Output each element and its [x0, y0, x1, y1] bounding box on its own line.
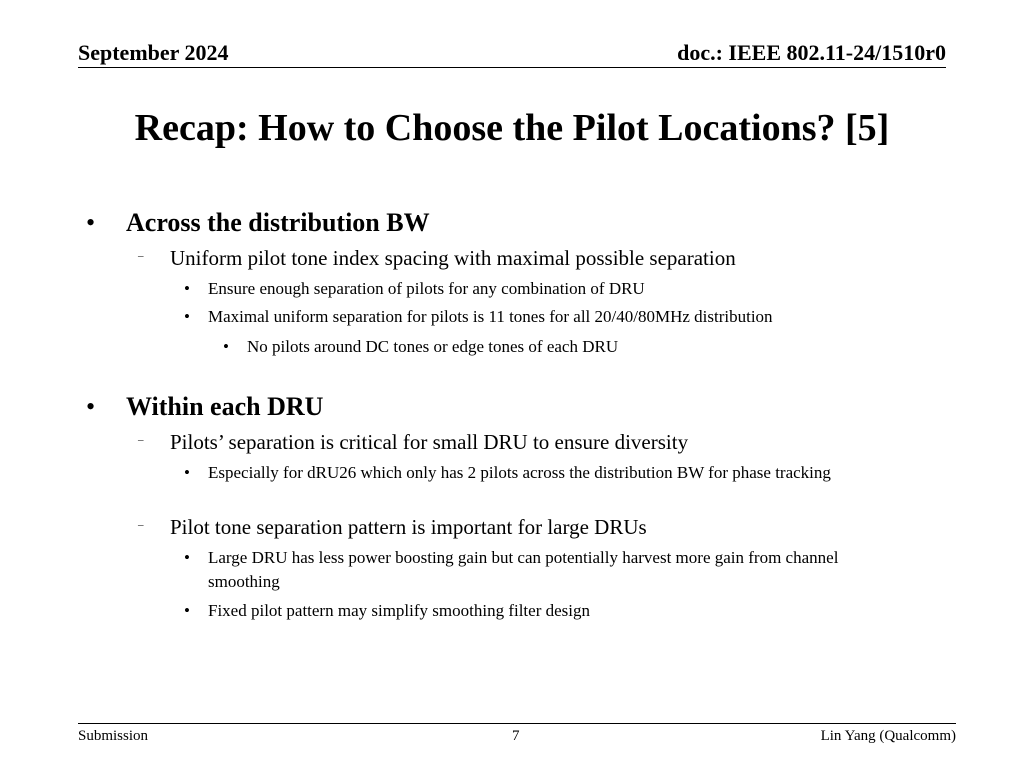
sub-sub-bullet-text: Maximal uniform separation for pilots is 11 tones for all 20/40/80MHz distribution [208, 307, 773, 326]
sub-sub-bullet-maximal-separation [184, 305, 908, 329]
bullet-within-each-dru [86, 392, 324, 422]
sub-sub-bullet-text: Ensure enough separation of pilots for any combination of DRU [208, 279, 645, 298]
sub-bullet-uniform-spacing [138, 246, 736, 271]
bullet-marker: • [86, 392, 96, 421]
level4-bullet-marker: • [223, 337, 229, 356]
sub-bullet-marker: – [138, 250, 144, 262]
sub-sub-bullet-text: Large DRU has less power boosting gain but can potentially harvest more gain from channel smoothing [208, 548, 839, 591]
sub-sub-bullet-marker: • [184, 601, 190, 620]
sub-sub-bullet-marker: • [184, 279, 190, 298]
bullet-across-distribution-bw [86, 208, 430, 238]
slide-title: Recap: How to Choose the Pilot Locations? [5] [134, 107, 890, 149]
sub-bullet-text: Pilot tone separation pattern is important for large DRUs [170, 515, 647, 539]
sub-sub-bullet-large-dru [184, 546, 898, 594]
sub-sub-bullet-enough-separation [184, 277, 908, 301]
sub-bullet-text: Pilots’ separation is critical for small DRU to ensure diversity [170, 430, 689, 454]
footer-page-number: 7 [512, 728, 520, 744]
sub-sub-bullet-dru26 [184, 461, 888, 485]
level4-bullet-text: No pilots around DC tones or edge tones of each DRU [247, 337, 619, 356]
footer-submission: Submission [78, 728, 149, 744]
sub-sub-bullet-text: Especially for dRU26 which only has 2 pilots across the distribution BW for phase tracking [208, 463, 831, 482]
footer-author: Lin Yang (Qualcomm) [820, 728, 956, 744]
sub-sub-bullet-marker: • [184, 307, 190, 326]
bullet-text: Across the distribution BW [126, 208, 430, 237]
sub-sub-bullet-fixed-pattern [184, 599, 898, 623]
sub-sub-bullet-text: Fixed pilot pattern may simplify smoothing filter design [208, 601, 590, 620]
sub-bullet-marker: – [138, 434, 144, 446]
level4-bullet-no-pilots-dc [223, 335, 907, 359]
sub-bullet-separation-pattern [138, 515, 647, 540]
sub-bullet-pilots-separation [138, 430, 689, 455]
sub-bullet-text: Uniform pilot tone index spacing with maximal possible separation [170, 246, 736, 270]
sub-sub-bullet-marker: • [184, 548, 190, 567]
sub-sub-bullet-marker: • [184, 463, 190, 482]
header-date: September 2024 [78, 40, 229, 65]
bullet-text: Within each DRU [126, 392, 324, 421]
sub-bullet-marker: – [138, 519, 144, 531]
footer-divider [78, 723, 956, 724]
bullet-marker: • [86, 208, 96, 237]
header-doc-id: doc.: IEEE 802.11-24/1510r0 [677, 40, 946, 65]
